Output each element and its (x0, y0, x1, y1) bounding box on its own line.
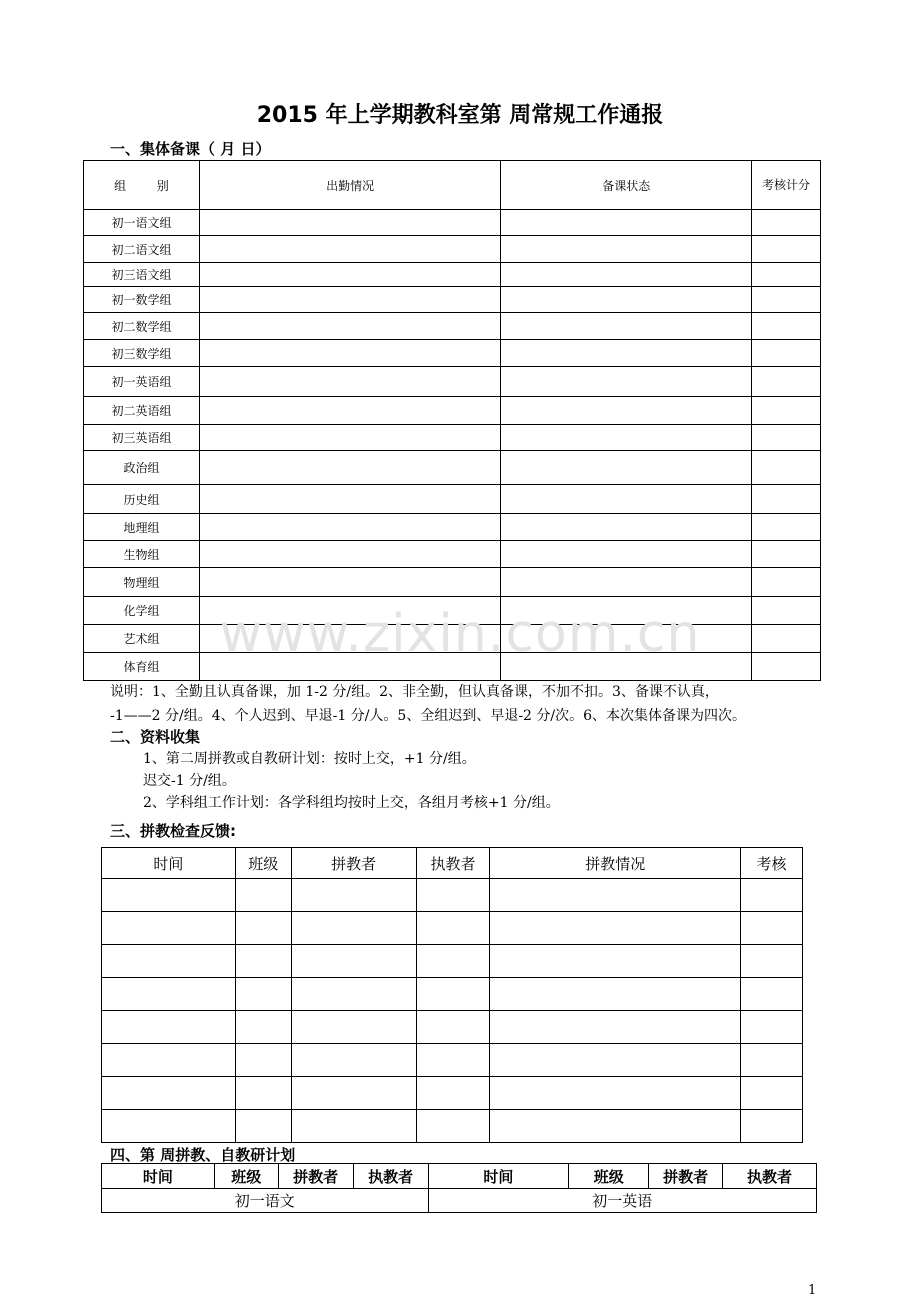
group-name: 初二数学组 (84, 313, 200, 340)
score-cell (752, 425, 821, 451)
attendance-cell (199, 210, 501, 236)
section4-heading: 四、第 周拼教、自教研计划 (110, 1146, 296, 1164)
feedback-cell (741, 978, 803, 1011)
feedback-cell (490, 1011, 741, 1044)
group-name: 生物组 (84, 541, 200, 568)
inspection-feedback-table (101, 847, 803, 1143)
group-row (84, 263, 821, 287)
feedback-row (102, 978, 803, 1011)
feedback-row (102, 912, 803, 945)
group-prep-table (83, 160, 821, 681)
attendance-cell (199, 541, 501, 568)
feedback-header: 拼教者 (291, 848, 416, 879)
plan-header: 拼教者 (649, 1164, 723, 1189)
header-score: 考核计分 (752, 161, 821, 210)
feedback-cell (235, 912, 291, 945)
status-cell (501, 236, 752, 263)
header-prep-status: 备课状态 (501, 161, 752, 210)
group-name: 初三数学组 (84, 340, 200, 367)
score-cell (752, 568, 821, 597)
feedback-cell (102, 879, 236, 912)
feedback-cell (741, 1044, 803, 1077)
group-name: 化学组 (84, 597, 200, 625)
group-row (84, 541, 821, 568)
plan-header: 班级 (569, 1164, 649, 1189)
score-cell (752, 340, 821, 367)
group-row (84, 313, 821, 340)
attendance-cell (199, 568, 501, 597)
group-name: 物理组 (84, 568, 200, 597)
feedback-cell (102, 1077, 236, 1110)
attendance-cell (199, 485, 501, 514)
feedback-cell (741, 912, 803, 945)
plan-right-label: 初一英语 (428, 1189, 816, 1213)
collection-item-2: 2、学科组工作计划：各学科组均按时上交，各组月考核+1 分/组。 (143, 795, 560, 811)
score-cell (752, 236, 821, 263)
status-cell (501, 425, 752, 451)
feedback-row (102, 1011, 803, 1044)
group-name: 初一语文组 (84, 210, 200, 236)
group-name: 体育组 (84, 653, 200, 681)
feedback-cell (741, 945, 803, 978)
status-cell (501, 367, 752, 397)
feedback-cell (291, 1044, 416, 1077)
plan-header: 时间 (428, 1164, 569, 1189)
group-row (84, 485, 821, 514)
feedback-cell (102, 1110, 236, 1143)
group-name: 初一数学组 (84, 287, 200, 313)
feedback-header: 时间 (102, 848, 236, 879)
score-cell (752, 287, 821, 313)
feedback-row (102, 1044, 803, 1077)
feedback-cell (102, 1044, 236, 1077)
header-attendance: 出勤情况 (199, 161, 501, 210)
feedback-row (102, 879, 803, 912)
attendance-cell (199, 367, 501, 397)
feedback-cell (416, 912, 490, 945)
page-title: 2015 年上学期教科室第 周常规工作通报 (256, 103, 664, 128)
attendance-cell (199, 287, 501, 313)
feedback-cell (235, 978, 291, 1011)
feedback-header: 拼教情况 (490, 848, 741, 879)
attendance-cell (199, 451, 501, 485)
status-cell (501, 397, 752, 425)
group-name: 初三语文组 (84, 263, 200, 287)
collection-item-1b: 迟交-1 分/组。 (143, 773, 236, 789)
feedback-header: 考核 (741, 848, 803, 879)
plan-header: 执教者 (353, 1164, 428, 1189)
score-cell (752, 263, 821, 287)
group-row (84, 236, 821, 263)
feedback-cell (416, 1011, 490, 1044)
feedback-cell (102, 945, 236, 978)
feedback-cell (416, 879, 490, 912)
status-cell (501, 568, 752, 597)
feedback-cell (741, 1110, 803, 1143)
group-name: 历史组 (84, 485, 200, 514)
group-name: 地理组 (84, 514, 200, 541)
feedback-cell (235, 1011, 291, 1044)
feedback-cell (416, 1110, 490, 1143)
group-row (84, 425, 821, 451)
status-cell (501, 287, 752, 313)
score-cell (752, 485, 821, 514)
score-cell (752, 541, 821, 568)
group-name: 初三英语组 (84, 425, 200, 451)
group-name: 艺术组 (84, 625, 200, 653)
feedback-cell (291, 1077, 416, 1110)
feedback-cell (291, 1011, 416, 1044)
feedback-cell (490, 1077, 741, 1110)
watermark: www.zixin.com.cn (219, 604, 701, 664)
group-row (84, 340, 821, 367)
note-line-2: -1——2 分/组。4、个人迟到、早退-1 分/人。5、全组迟到、早退-2 分/次。6、本次集体备课为四次。 (110, 708, 747, 724)
weekly-plan-table (101, 1163, 817, 1213)
note-line-1: 说明：1、全勤且认真备课，加 1-2 分/组。2、非全勤，但认真备课，不加不扣。3、备课不认真， (110, 684, 719, 700)
plan-left-label: 初一语文 (102, 1189, 429, 1213)
feedback-cell (490, 1044, 741, 1077)
feedback-cell (291, 945, 416, 978)
feedback-row (102, 1077, 803, 1110)
feedback-cell (416, 1077, 490, 1110)
collection-item-1: 1、第二周拼教或自教研计划：按时上交，+1 分/组。 (143, 751, 476, 767)
score-cell (752, 514, 821, 541)
group-name: 初二语文组 (84, 236, 200, 263)
feedback-cell (741, 1011, 803, 1044)
status-cell (501, 340, 752, 367)
feedback-cell (235, 1044, 291, 1077)
section1-heading: 一、集体备课（ 月 日） (110, 140, 271, 158)
page-number: 1 (808, 1283, 817, 1298)
attendance-cell (199, 313, 501, 340)
score-cell (752, 313, 821, 340)
status-cell (501, 210, 752, 236)
feedback-cell (416, 978, 490, 1011)
feedback-cell (102, 978, 236, 1011)
feedback-cell (235, 1110, 291, 1143)
feedback-cell (490, 945, 741, 978)
section2-heading: 二、资料收集 (110, 728, 201, 746)
section3-heading: 三、拼教检查反馈: (110, 822, 236, 840)
plan-header: 执教者 (723, 1164, 817, 1189)
feedback-row (102, 1110, 803, 1143)
plan-header: 时间 (102, 1164, 215, 1189)
feedback-cell (490, 879, 741, 912)
group-name: 初一英语组 (84, 367, 200, 397)
feedback-cell (291, 879, 416, 912)
feedback-row (102, 945, 803, 978)
group-row (84, 451, 821, 485)
status-cell (501, 485, 752, 514)
attendance-cell (199, 340, 501, 367)
group-row (84, 367, 821, 397)
feedback-cell (490, 912, 741, 945)
score-cell (752, 451, 821, 485)
group-row (84, 287, 821, 313)
attendance-cell (199, 236, 501, 263)
feedback-header: 班级 (235, 848, 291, 879)
group-name: 政治组 (84, 451, 200, 485)
feedback-cell (291, 912, 416, 945)
feedback-cell (235, 1077, 291, 1110)
plan-header: 拼教者 (278, 1164, 353, 1189)
group-row (84, 210, 821, 236)
score-cell (752, 210, 821, 236)
feedback-cell (490, 1110, 741, 1143)
feedback-cell (416, 945, 490, 978)
feedback-cell (416, 1044, 490, 1077)
status-cell (501, 451, 752, 485)
feedback-cell (102, 912, 236, 945)
feedback-cell (741, 879, 803, 912)
status-cell (501, 541, 752, 568)
feedback-cell (291, 1110, 416, 1143)
status-cell (501, 263, 752, 287)
plan-header: 班级 (214, 1164, 278, 1189)
status-cell (501, 313, 752, 340)
group-row (84, 568, 821, 597)
feedback-cell (235, 945, 291, 978)
attendance-cell (199, 397, 501, 425)
status-cell (501, 514, 752, 541)
feedback-cell (102, 1011, 236, 1044)
attendance-cell (199, 425, 501, 451)
feedback-cell (741, 1077, 803, 1110)
score-cell (752, 397, 821, 425)
header-group: 组 别 (84, 161, 200, 210)
feedback-cell (235, 879, 291, 912)
group-row (84, 397, 821, 425)
feedback-cell (490, 978, 741, 1011)
attendance-cell (199, 263, 501, 287)
feedback-header: 执教者 (416, 848, 490, 879)
group-name: 初二英语组 (84, 397, 200, 425)
score-cell (752, 367, 821, 397)
feedback-cell (291, 978, 416, 1011)
group-row (84, 514, 821, 541)
attendance-cell (199, 514, 501, 541)
